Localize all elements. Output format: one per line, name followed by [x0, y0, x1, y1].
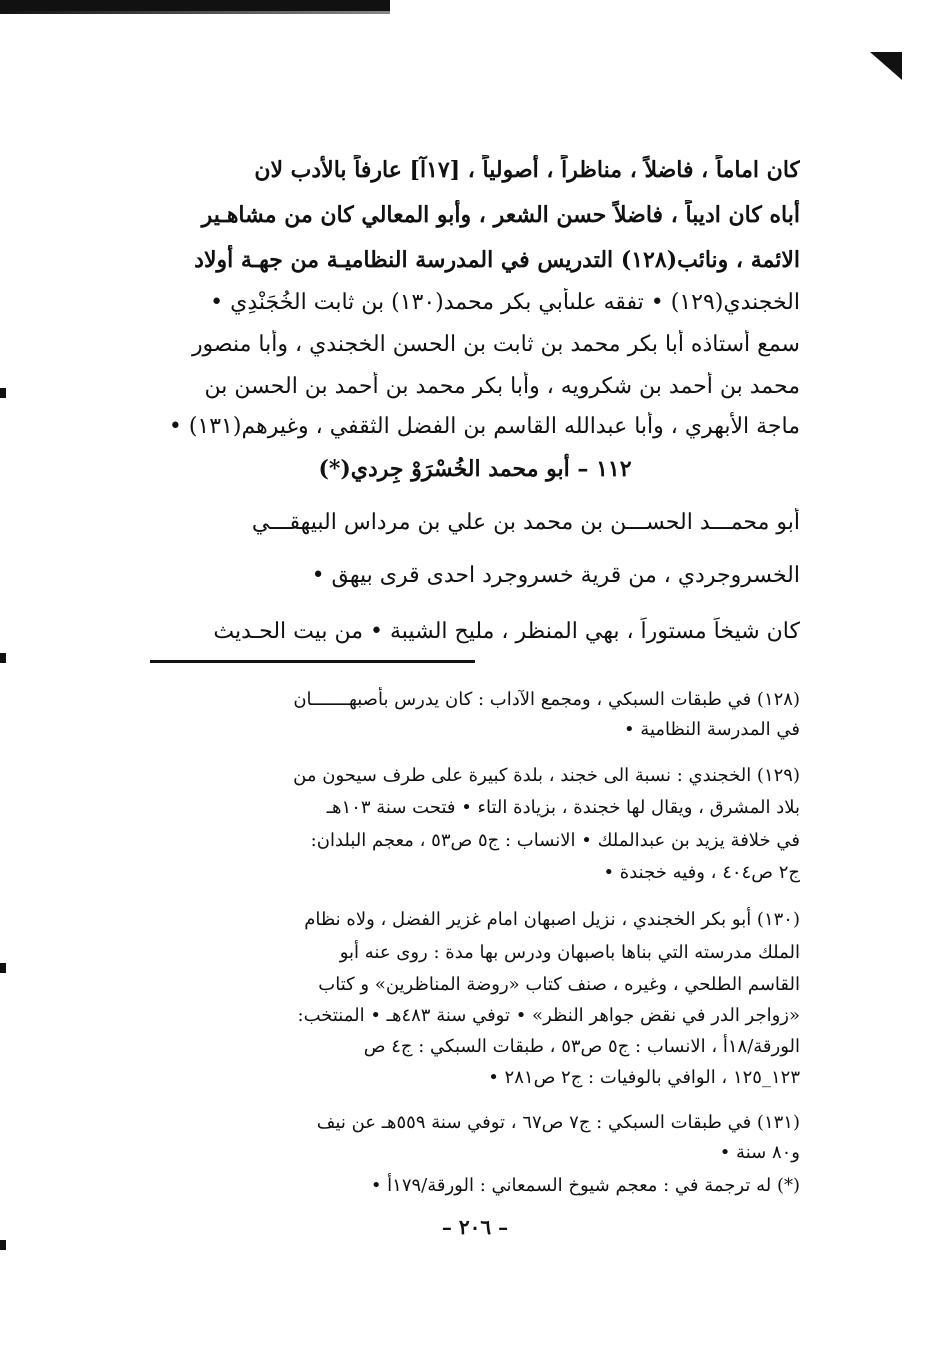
- corner-triangle-mark: [870, 52, 902, 80]
- footnote-line: ج٢ ص٤٠٤ ، وفيه خجندة •: [603, 862, 800, 883]
- entry-line: أبو محمـــد الحســـن بن محمد بن علي بن مرداس البيهقـــي: [251, 510, 800, 535]
- footnote-line: و٨٠ سنة •: [719, 1142, 800, 1163]
- footnote-line: (١٢٩) الخجندي : نسبة الى خجند ، بلدة كبيرة على طرف سيحون من: [293, 765, 800, 786]
- scan-top-border: [0, 0, 390, 11]
- body-line: أباه كان اديباً ، فاضلاً حسن الشعر ، وأبو المعالي كان من مشاهـير: [201, 202, 800, 228]
- footnote-line: (١٣١) في طبقات السبكي : ج٧ ص٦٧ ، توفي سنة ٥٥٩هـ عن نيف: [316, 1112, 800, 1133]
- footnote-line: بلاد المشرق ، ويقال لها خجندة ، بزيادة التاء • فتحت سنة ١٠٣هـ: [326, 797, 800, 818]
- footnote-line: في المدرسة النظامية •: [623, 719, 800, 740]
- body-line: الائمة ، ونائب(١٢٨) التدريس في المدرسة النظاميـة من جهـة أولاد: [194, 247, 800, 273]
- body-line: محمد بن أحمد بن شكرويه ، وأبا بكر محمد بن أحمد بن الحسن بن: [204, 374, 800, 399]
- binding-mark: [0, 963, 6, 973]
- page-number: – ٢٠٦ –: [441, 1215, 509, 1239]
- entry-line: كان شيخاً مستوراً ، بهي المنظر ، مليح الشيبة • من بيت الحـديث: [213, 619, 800, 644]
- binding-mark: [0, 653, 6, 663]
- scan-top-border-shadow: [0, 11, 390, 14]
- footnote-line: القاسم الطلحي ، وغيره ، صنف كتاب «روضة المناظرين» و كتاب: [318, 974, 800, 995]
- binding-mark: [0, 1240, 6, 1250]
- body-line: ماجة الأبهري ، وأبا عبدالله القاسم بن الفضل الثقفي ، وغيرهم(١٣١) •: [168, 414, 800, 439]
- entry-line: الخسروجردي ، من قرية خسروجرد احدى قرى بيهق •: [311, 563, 800, 588]
- entry-heading: ١١٢ – أبو محمد الخُسْرَوْ جِردي(*): [318, 456, 632, 482]
- body-line: الخجندي(١٢٩) • تفقه علىأبي بكر محمد(١٣٠) بن ثابت الخُجَنْدِي •: [210, 290, 800, 315]
- footnote-line: (١٢٨) في طبقات السبكي ، ومجمع الآداب : كان يدرس بأصبهـــــــان: [293, 689, 800, 710]
- footnote-line: «زواجر الدر في نقض جواهر النظر» • توفي سنة ٤٨٣هـ • المنتخب:: [297, 1005, 800, 1026]
- footnote-line: (*) له ترجمة في : معجم شيوخ السمعاني : الورقة/١٧٩أ •: [370, 1175, 800, 1196]
- footnote-line: (١٣٠) أبو بكر الخجندي ، نزيل اصبهان امام غزير الفضل ، ولاه نظام: [304, 909, 800, 930]
- binding-mark: [0, 388, 6, 398]
- footnote-separator: [150, 660, 475, 663]
- footnote-line: الورقة/١٨أ ، الانساب : ج٥ ص٥٣ ، طبقات السبكي : ج٤ ص: [363, 1036, 800, 1057]
- body-line: سمع أستاذه أبا بكر محمد بن ثابت بن الحسن الخجندي ، وأبا منصور: [191, 332, 800, 357]
- footnote-line: الملك مدرسته التي بناها باصبهان ودرس بها مدة : روى عنه أبو: [339, 942, 800, 963]
- footnote-line: في خلافة يزيد بن عبدالملك • الانساب : ج٥ ص٥٣ ، معجم البلدان:: [310, 830, 800, 851]
- body-line: كان اماماً ، فاضلاً ، مناظراً ، أصولياً ، [١٧آ] عارفاً بالأدب لان: [254, 157, 800, 183]
- footnote-line: ١٢٣_١٢٥ ، الوافي بالوفيات : ج٢ ص٢٨١ •: [488, 1067, 800, 1088]
